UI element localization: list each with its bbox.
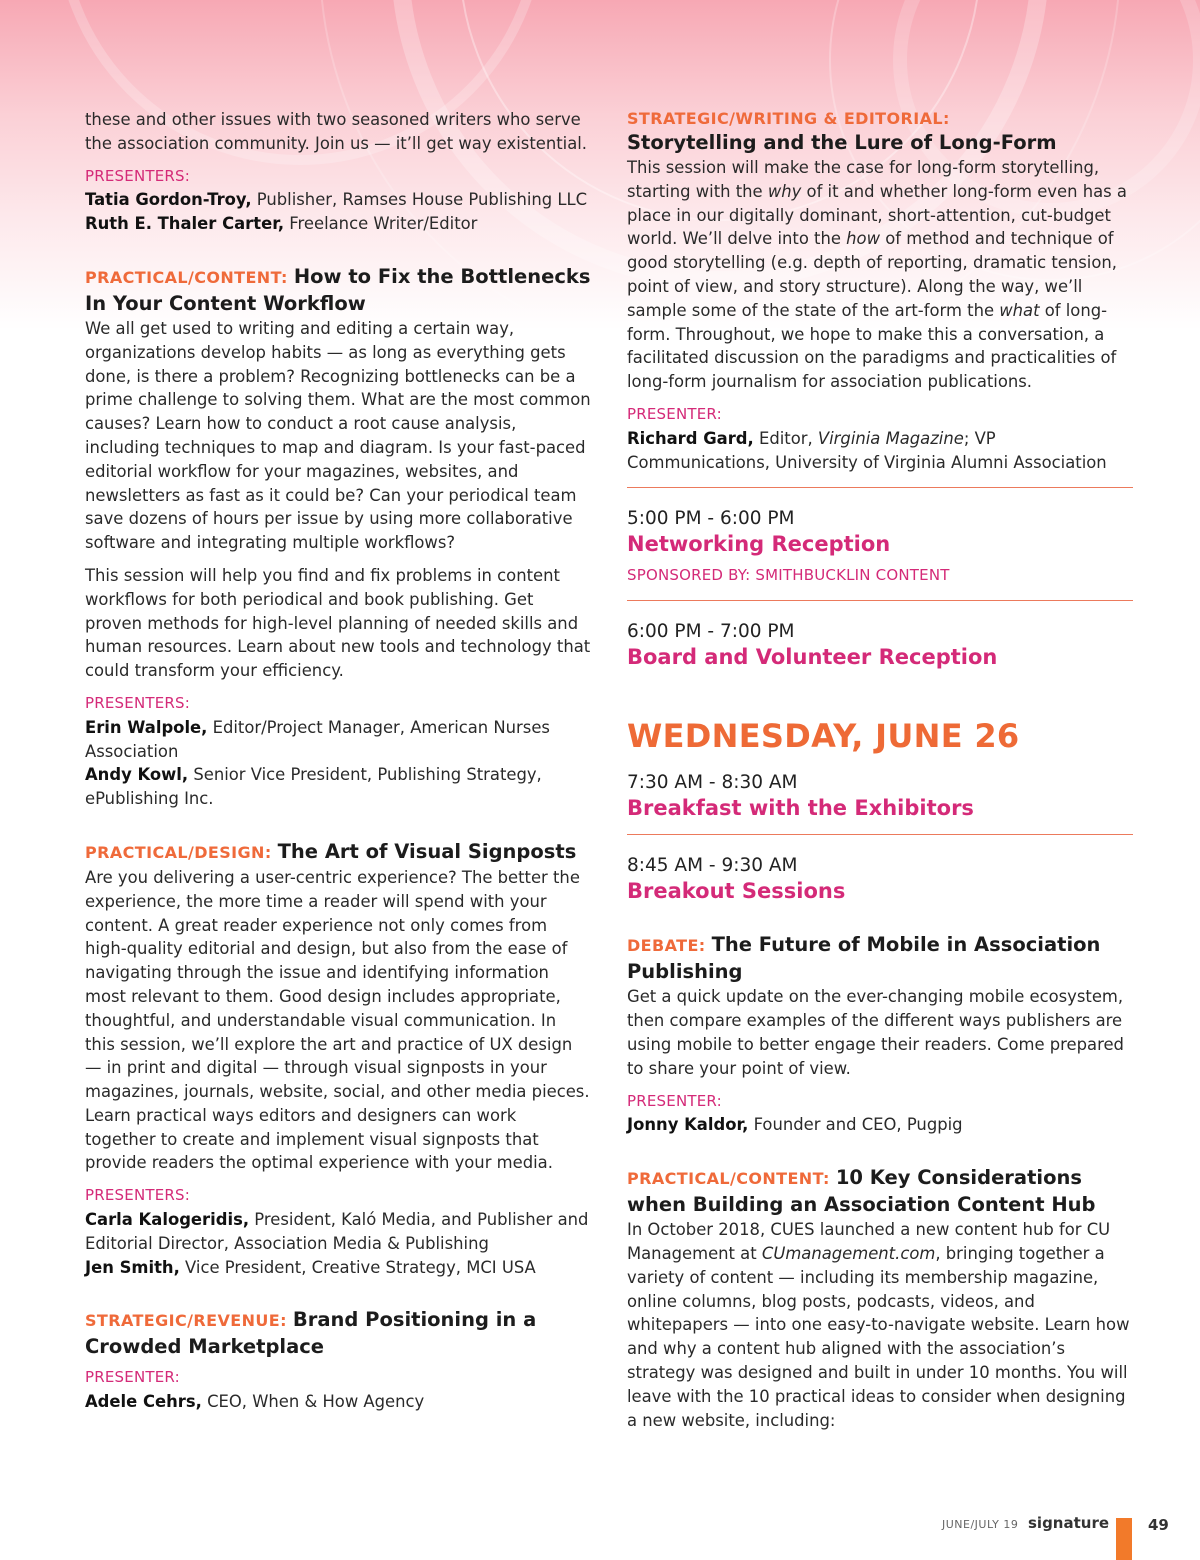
footer-issue-date: JUNE/JULY 19 bbox=[942, 1518, 1019, 1531]
session-description: This session will help you find and fix problems in content workflows for both periodical and book publishing. Get proven methods for high-level planning of needed skills and human resources. Learn about new tools and technology that could transform your efficiency. bbox=[85, 565, 591, 681]
session-tag: PRACTICAL/CONTENT: bbox=[627, 1169, 830, 1189]
session-title: Storytelling and the Lure of Long-Form bbox=[627, 131, 1057, 154]
section-divider bbox=[627, 487, 1133, 488]
session-title: PRACTICAL/CONTENT: 10 Key Considerations when Building an Association Content Hub bbox=[627, 1166, 1096, 1217]
event-title: Board and Volunteer Reception bbox=[627, 645, 998, 670]
session-tag: STRATEGIC/REVENUE: bbox=[85, 1311, 287, 1331]
presenter-label: PRESENTER: bbox=[85, 1368, 180, 1387]
day-heading: WEDNESDAY, JUNE 26 bbox=[627, 717, 1020, 756]
presenter-line: Tatia Gordon-Troy, Publisher, Ramses House Publishing LLC bbox=[85, 190, 588, 210]
session-tag: DEBATE: bbox=[627, 936, 706, 956]
presenter-line: Andy Kowl, Senior Vice President, Publishing Strategy, ePublishing Inc. bbox=[85, 765, 542, 809]
session-tag: PRACTICAL/DESIGN: bbox=[85, 842, 272, 862]
event-title: Breakout Sessions bbox=[627, 879, 846, 904]
footer-accent-bar bbox=[1116, 1518, 1132, 1560]
event-time: 8:45 AM - 9:30 AM bbox=[627, 855, 798, 877]
presenters-label: PRESENTERS: bbox=[85, 1186, 191, 1205]
session-description: Are you delivering a user-centric experience? The better the experience, the more time a reader will spend with your content. A great reader experience not only comes from high-quality editorial and design, but also from the ease of navigating through the issue and identifying information most relevant to them. Good design includes appropriate, thoughtful, and understandable visual communication. In this session, we’ll explore the art and practice of UX design — in print and digital — through visual signposts in your magazines, journals, website, social, and other media pieces. Learn practical ways editors and designers can work together to create and implement visual signposts that provide readers the optimal experience with your media. bbox=[85, 867, 590, 1173]
presenters-label: PRESENTERS: bbox=[85, 166, 191, 185]
presenter-line: Ruth E. Thaler Carter, Freelance Writer/Editor bbox=[85, 214, 478, 234]
session-description: In October 2018, CUES launched a new content hub for CU Management at CUmanagement.com, bringing together a variety of content — including its membership magazine, online columns, blog posts, podcasts, videos, and whitepapers — into one easy-to-navigate website. Learn how and why a content hub aligned with the association’s strategy was designed and built in under 10 months. You will leave with the 10 practical ideas to consider when designing a new website, including: bbox=[627, 1220, 1130, 1430]
right-column bbox=[627, 108, 1133, 1441]
presenter-line: Jonny Kaldor, Founder and CEO, Pugpig bbox=[627, 1115, 963, 1135]
session-tag: PRACTICAL/CONTENT: bbox=[85, 267, 288, 287]
left-column bbox=[85, 108, 591, 1414]
event-time: 7:30 AM - 8:30 AM bbox=[627, 772, 798, 794]
presenter-label: PRESENTER: bbox=[627, 404, 722, 423]
session-title: PRACTICAL/CONTENT: How to Fix the Bottlenecks In Your Content Workflow bbox=[85, 264, 591, 315]
event-time: 5:00 PM - 6:00 PM bbox=[627, 508, 795, 530]
intro-paragraph: these and other issues with two seasoned writers who serve the association community. Join us — it’ll get way existential. bbox=[85, 110, 588, 153]
presenter-line: Jen Smith, Vice President, Creative Strategy, MCI USA bbox=[85, 1257, 536, 1277]
presenter-line: Adele Cehrs, CEO, When & How Agency bbox=[85, 1392, 425, 1412]
sponsor-line: SPONSORED BY: SMITHBUCKLIN CONTENT bbox=[627, 566, 950, 585]
footer-magazine-name: signature bbox=[1028, 1514, 1110, 1532]
event-title: Networking Reception bbox=[627, 532, 891, 557]
session-title: PRACTICAL/DESIGN: The Art of Visual Signposts bbox=[85, 839, 577, 863]
presenter-line: Erin Walpole, Editor/Project Manager, American Nurses Association bbox=[85, 717, 550, 761]
presenter-label: PRESENTER: bbox=[627, 1091, 722, 1110]
presenter-line: Richard Gard, Editor, Virginia Magazine; VP Communications, University of Virginia Alumni Association bbox=[627, 428, 1107, 472]
session-description: Get a quick update on the ever-changing mobile ecosystem, then compare examples of the different ways publishers are using mobile to better engage their readers. Come prepared to share your point of view. bbox=[627, 987, 1124, 1078]
section-divider bbox=[627, 834, 1133, 835]
event-time: 6:00 PM - 7:00 PM bbox=[627, 621, 795, 643]
session-description: We all get used to writing and editing a certain way, organizations develop habits — as long as everything gets done, is there a problem? Recognizing bottlenecks can be a prime challenge to solving them. What are the most common causes? Learn how to conduct a root cause analysis, including techniques to map and diagram. Is your fast-paced editorial workflow for your magazines, websites, and newsletters as fast as it could be? Can your periodical team save dozens of hours per issue by using more collaborative software and integrating multiple workflows? bbox=[85, 318, 591, 553]
presenters-label: PRESENTERS: bbox=[85, 693, 191, 712]
section-divider bbox=[627, 600, 1133, 601]
session-title: DEBATE: The Future of Mobile in Association Publishing bbox=[627, 933, 1101, 984]
session-description: This session will make the case for long-form storytelling, starting with the why of it and whether long-form even has a place in our digitally dominant, short-attention, cut-budget world. We’ll delve into the how of method and technique of good storytelling (e.g. depth of reporting, dramatic tension, point of view, and story structure). Along the way, we’ll sample some of the state of the art-form the what of long-form. Throughout, we hope to make this a conversation, a facilitated discussion on the paradigms and practicalities of long-form journalism for association publications. bbox=[627, 158, 1127, 392]
session-title: STRATEGIC/REVENUE: Brand Positioning in a Crowded Marketplace bbox=[85, 1308, 537, 1359]
session-tag: STRATEGIC/WRITING & EDITORIAL: bbox=[627, 109, 950, 128]
presenter-line: Carla Kalogeridis, President, Kaló Media, and Publisher and Editorial Director, Association Media & Publishing bbox=[85, 1210, 589, 1253]
event-title: Breakfast with the Exhibitors bbox=[627, 796, 974, 821]
page-number: 49 bbox=[1148, 1516, 1169, 1534]
